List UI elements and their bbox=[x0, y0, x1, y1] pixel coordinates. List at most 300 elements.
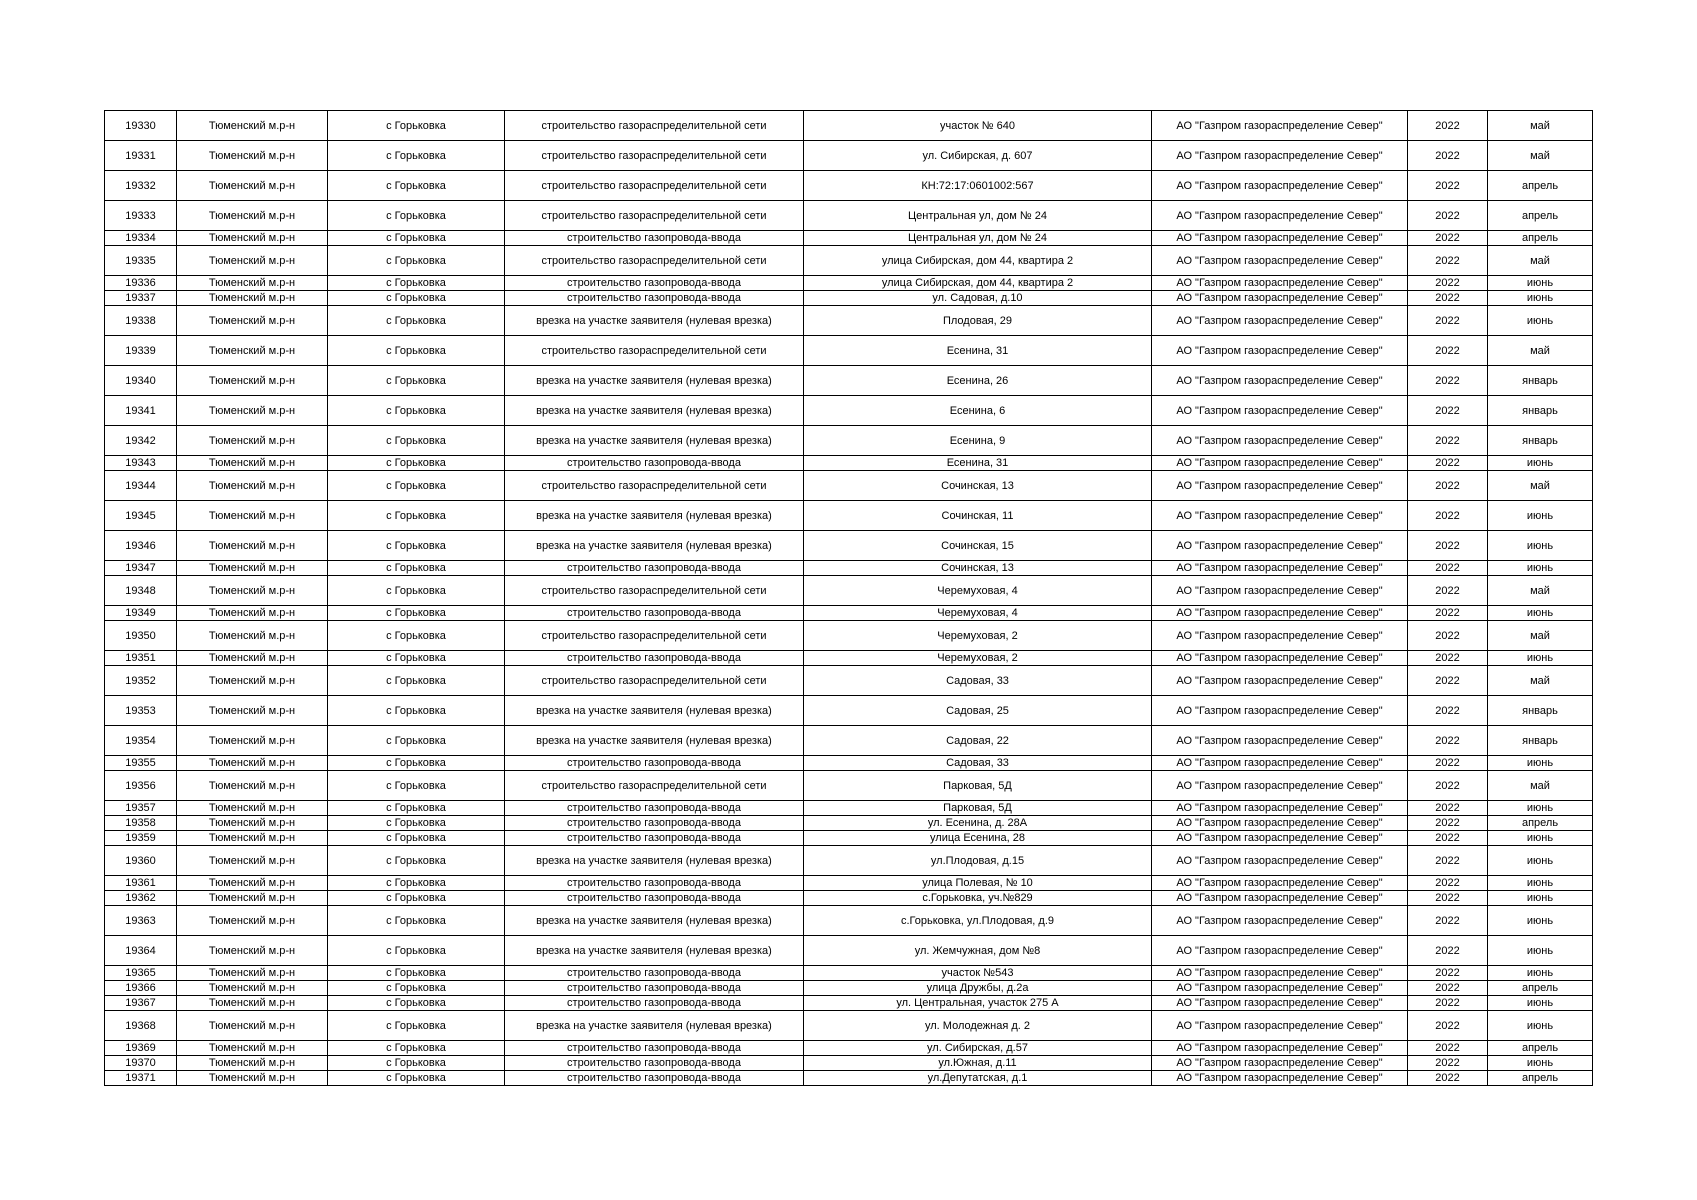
locality-cell: с Горьковка bbox=[328, 981, 505, 996]
organization-cell: АО "Газпром газораспределение Север" bbox=[1152, 831, 1408, 846]
work-type-cell: строительство газопровода-ввода bbox=[505, 561, 804, 576]
table-row bbox=[105, 336, 1593, 366]
work-type-cell: строительство газораспределительной сети bbox=[505, 771, 804, 801]
address-cell: Есенина, 9 bbox=[804, 426, 1152, 456]
work-type-cell: врезка на участке заявителя (нулевая врезка) bbox=[505, 846, 804, 876]
month-cell: апрель bbox=[1488, 231, 1593, 246]
organization-cell: АО "Газпром газораспределение Север" bbox=[1152, 1011, 1408, 1041]
locality-cell: с Горьковка bbox=[328, 576, 505, 606]
work-type-cell: строительство газораспределительной сети bbox=[505, 336, 804, 366]
work-type-cell: врезка на участке заявителя (нулевая врезка) bbox=[505, 366, 804, 396]
locality-cell: с Горьковка bbox=[328, 276, 505, 291]
organization-cell: АО "Газпром газораспределение Север" bbox=[1152, 816, 1408, 831]
locality-cell: с Горьковка bbox=[328, 111, 505, 141]
district-cell: Тюменский м.р-н bbox=[177, 141, 328, 171]
table-row bbox=[105, 891, 1593, 906]
work-type-cell: строительство газораспределительной сети bbox=[505, 246, 804, 276]
table-row bbox=[105, 666, 1593, 696]
locality-cell: с Горьковка bbox=[328, 306, 505, 336]
table-row bbox=[105, 396, 1593, 426]
work-type-cell: врезка на участке заявителя (нулевая врезка) bbox=[505, 426, 804, 456]
organization-cell: АО "Газпром газораспределение Север" bbox=[1152, 1041, 1408, 1056]
address-cell: Садовая, 25 bbox=[804, 696, 1152, 726]
organization-cell: АО "Газпром газораспределение Север" bbox=[1152, 576, 1408, 606]
work-type-cell: строительство газораспределительной сети bbox=[505, 201, 804, 231]
row-number-cell: 19343 bbox=[105, 456, 177, 471]
table-row bbox=[105, 306, 1593, 336]
year-cell: 2022 bbox=[1408, 576, 1488, 606]
address-cell: улица Сибирская, дом 44, квартира 2 bbox=[804, 276, 1152, 291]
table-row bbox=[105, 981, 1593, 996]
locality-cell: с Горьковка bbox=[328, 246, 505, 276]
month-cell: май bbox=[1488, 336, 1593, 366]
locality-cell: с Горьковка bbox=[328, 426, 505, 456]
year-cell: 2022 bbox=[1408, 1041, 1488, 1056]
year-cell: 2022 bbox=[1408, 936, 1488, 966]
table-row bbox=[105, 576, 1593, 606]
row-number-cell: 19339 bbox=[105, 336, 177, 366]
district-cell: Тюменский м.р-н bbox=[177, 696, 328, 726]
district-cell: Тюменский м.р-н bbox=[177, 831, 328, 846]
year-cell: 2022 bbox=[1408, 756, 1488, 771]
year-cell: 2022 bbox=[1408, 966, 1488, 981]
month-cell: апрель bbox=[1488, 981, 1593, 996]
locality-cell: с Горьковка bbox=[328, 906, 505, 936]
year-cell: 2022 bbox=[1408, 396, 1488, 426]
row-number-cell: 19364 bbox=[105, 936, 177, 966]
organization-cell: АО "Газпром газораспределение Север" bbox=[1152, 651, 1408, 666]
district-cell: Тюменский м.р-н bbox=[177, 1011, 328, 1041]
work-type-cell: врезка на участке заявителя (нулевая врезка) bbox=[505, 726, 804, 756]
address-cell: с.Горьковка, ул.Плодовая, д.9 bbox=[804, 906, 1152, 936]
work-type-cell: врезка на участке заявителя (нулевая врезка) bbox=[505, 396, 804, 426]
month-cell: апрель bbox=[1488, 816, 1593, 831]
district-cell: Тюменский м.р-н bbox=[177, 771, 328, 801]
table-row bbox=[105, 471, 1593, 501]
locality-cell: с Горьковка bbox=[328, 651, 505, 666]
work-type-cell: врезка на участке заявителя (нулевая врезка) bbox=[505, 306, 804, 336]
locality-cell: с Горьковка bbox=[328, 996, 505, 1011]
month-cell: май bbox=[1488, 246, 1593, 276]
row-number-cell: 19334 bbox=[105, 231, 177, 246]
row-number-cell: 19335 bbox=[105, 246, 177, 276]
locality-cell: с Горьковка bbox=[328, 336, 505, 366]
month-cell: апрель bbox=[1488, 1071, 1593, 1086]
organization-cell: АО "Газпром газораспределение Север" bbox=[1152, 471, 1408, 501]
row-number-cell: 19333 bbox=[105, 201, 177, 231]
table-row bbox=[105, 831, 1593, 846]
address-cell: Черемуховая, 2 bbox=[804, 651, 1152, 666]
organization-cell: АО "Газпром газораспределение Север" bbox=[1152, 306, 1408, 336]
year-cell: 2022 bbox=[1408, 426, 1488, 456]
address-cell: КН:72:17:0601002:567 bbox=[804, 171, 1152, 201]
locality-cell: с Горьковка bbox=[328, 771, 505, 801]
table-row bbox=[105, 1056, 1593, 1071]
month-cell: июнь bbox=[1488, 501, 1593, 531]
organization-cell: АО "Газпром газораспределение Север" bbox=[1152, 141, 1408, 171]
year-cell: 2022 bbox=[1408, 771, 1488, 801]
row-number-cell: 19349 bbox=[105, 606, 177, 621]
row-number-cell: 19345 bbox=[105, 501, 177, 531]
district-cell: Тюменский м.р-н bbox=[177, 666, 328, 696]
month-cell: январь bbox=[1488, 726, 1593, 756]
organization-cell: АО "Газпром газораспределение Север" bbox=[1152, 726, 1408, 756]
organization-cell: АО "Газпром газораспределение Север" bbox=[1152, 111, 1408, 141]
locality-cell: с Горьковка bbox=[328, 756, 505, 771]
address-cell: Черемуховая, 4 bbox=[804, 576, 1152, 606]
month-cell: июнь bbox=[1488, 846, 1593, 876]
address-cell: с.Горьковка, уч.№829 bbox=[804, 891, 1152, 906]
organization-cell: АО "Газпром газораспределение Север" bbox=[1152, 846, 1408, 876]
address-cell: Центральная ул, дом № 24 bbox=[804, 201, 1152, 231]
row-number-cell: 19365 bbox=[105, 966, 177, 981]
work-type-cell: строительство газораспределительной сети bbox=[505, 576, 804, 606]
district-cell: Тюменский м.р-н bbox=[177, 966, 328, 981]
year-cell: 2022 bbox=[1408, 876, 1488, 891]
row-number-cell: 19353 bbox=[105, 696, 177, 726]
address-cell: ул. Есенина, д. 28А bbox=[804, 816, 1152, 831]
district-cell: Тюменский м.р-н bbox=[177, 561, 328, 576]
row-number-cell: 19341 bbox=[105, 396, 177, 426]
year-cell: 2022 bbox=[1408, 621, 1488, 651]
district-cell: Тюменский м.р-н bbox=[177, 396, 328, 426]
row-number-cell: 19340 bbox=[105, 366, 177, 396]
year-cell: 2022 bbox=[1408, 171, 1488, 201]
table-row bbox=[105, 816, 1593, 831]
district-cell: Тюменский м.р-н bbox=[177, 651, 328, 666]
table-row bbox=[105, 876, 1593, 891]
month-cell: июнь bbox=[1488, 756, 1593, 771]
address-cell: ул.Плодовая, д.15 bbox=[804, 846, 1152, 876]
organization-cell: АО "Газпром газораспределение Север" bbox=[1152, 801, 1408, 816]
table-row bbox=[105, 141, 1593, 171]
table-row bbox=[105, 621, 1593, 651]
month-cell: июнь bbox=[1488, 876, 1593, 891]
year-cell: 2022 bbox=[1408, 276, 1488, 291]
year-cell: 2022 bbox=[1408, 816, 1488, 831]
work-type-cell: врезка на участке заявителя (нулевая врезка) bbox=[505, 936, 804, 966]
month-cell: июнь bbox=[1488, 996, 1593, 1011]
district-cell: Тюменский м.р-н bbox=[177, 1056, 328, 1071]
table-row bbox=[105, 996, 1593, 1011]
row-number-cell: 19330 bbox=[105, 111, 177, 141]
address-cell: ул. Сибирская, д. 607 bbox=[804, 141, 1152, 171]
address-cell: улица Сибирская, дом 44, квартира 2 bbox=[804, 246, 1152, 276]
row-number-cell: 19347 bbox=[105, 561, 177, 576]
table-row bbox=[105, 171, 1593, 201]
locality-cell: с Горьковка bbox=[328, 1041, 505, 1056]
row-number-cell: 19351 bbox=[105, 651, 177, 666]
district-cell: Тюменский м.р-н bbox=[177, 846, 328, 876]
row-number-cell: 19348 bbox=[105, 576, 177, 606]
table-row bbox=[105, 651, 1593, 666]
month-cell: июнь bbox=[1488, 291, 1593, 306]
organization-cell: АО "Газпром газораспределение Север" bbox=[1152, 231, 1408, 246]
address-cell: участок №543 bbox=[804, 966, 1152, 981]
district-cell: Тюменский м.р-н bbox=[177, 606, 328, 621]
organization-cell: АО "Газпром газораспределение Север" bbox=[1152, 561, 1408, 576]
work-type-cell: строительство газопровода-ввода bbox=[505, 1041, 804, 1056]
work-type-cell: строительство газопровода-ввода bbox=[505, 606, 804, 621]
row-number-cell: 19366 bbox=[105, 981, 177, 996]
year-cell: 2022 bbox=[1408, 366, 1488, 396]
table-row bbox=[105, 456, 1593, 471]
locality-cell: с Горьковка bbox=[328, 831, 505, 846]
organization-cell: АО "Газпром газораспределение Север" bbox=[1152, 936, 1408, 966]
district-cell: Тюменский м.р-н bbox=[177, 111, 328, 141]
table-row bbox=[105, 366, 1593, 396]
district-cell: Тюменский м.р-н bbox=[177, 936, 328, 966]
month-cell: июнь bbox=[1488, 651, 1593, 666]
address-cell: ул. Садовая, д.10 bbox=[804, 291, 1152, 306]
organization-cell: АО "Газпром газораспределение Север" bbox=[1152, 396, 1408, 426]
district-cell: Тюменский м.р-н bbox=[177, 726, 328, 756]
year-cell: 2022 bbox=[1408, 981, 1488, 996]
organization-cell: АО "Газпром газораспределение Север" bbox=[1152, 246, 1408, 276]
row-number-cell: 19346 bbox=[105, 531, 177, 561]
table-row bbox=[105, 801, 1593, 816]
locality-cell: с Горьковка bbox=[328, 606, 505, 621]
address-cell: ул.Депутатская, д.1 bbox=[804, 1071, 1152, 1086]
month-cell: апрель bbox=[1488, 1041, 1593, 1056]
year-cell: 2022 bbox=[1408, 891, 1488, 906]
organization-cell: АО "Газпром газораспределение Север" bbox=[1152, 501, 1408, 531]
work-type-cell: врезка на участке заявителя (нулевая врезка) bbox=[505, 696, 804, 726]
row-number-cell: 19367 bbox=[105, 996, 177, 1011]
year-cell: 2022 bbox=[1408, 606, 1488, 621]
locality-cell: с Горьковка bbox=[328, 1011, 505, 1041]
district-cell: Тюменский м.р-н bbox=[177, 906, 328, 936]
year-cell: 2022 bbox=[1408, 726, 1488, 756]
year-cell: 2022 bbox=[1408, 246, 1488, 276]
row-number-cell: 19352 bbox=[105, 666, 177, 696]
row-number-cell: 19361 bbox=[105, 876, 177, 891]
organization-cell: АО "Газпром газораспределение Север" bbox=[1152, 201, 1408, 231]
organization-cell: АО "Газпром газораспределение Север" bbox=[1152, 171, 1408, 201]
table-row bbox=[105, 771, 1593, 801]
locality-cell: с Горьковка bbox=[328, 1056, 505, 1071]
table-row bbox=[105, 501, 1593, 531]
year-cell: 2022 bbox=[1408, 531, 1488, 561]
address-cell: ул. Центральная, участок 275 А bbox=[804, 996, 1152, 1011]
table-row bbox=[105, 201, 1593, 231]
district-cell: Тюменский м.р-н bbox=[177, 981, 328, 996]
locality-cell: с Горьковка bbox=[328, 666, 505, 696]
work-type-cell: строительство газопровода-ввода bbox=[505, 801, 804, 816]
table-row bbox=[105, 936, 1593, 966]
locality-cell: с Горьковка bbox=[328, 501, 505, 531]
row-number-cell: 19359 bbox=[105, 831, 177, 846]
district-cell: Тюменский м.р-н bbox=[177, 471, 328, 501]
address-cell: Садовая, 33 bbox=[804, 666, 1152, 696]
district-cell: Тюменский м.р-н bbox=[177, 231, 328, 246]
organization-cell: АО "Газпром газораспределение Север" bbox=[1152, 1071, 1408, 1086]
address-cell: участок № 640 bbox=[804, 111, 1152, 141]
organization-cell: АО "Газпром газораспределение Север" bbox=[1152, 621, 1408, 651]
work-type-cell: строительство газопровода-ввода bbox=[505, 966, 804, 981]
work-type-cell: врезка на участке заявителя (нулевая врезка) bbox=[505, 906, 804, 936]
month-cell: июнь bbox=[1488, 1011, 1593, 1041]
locality-cell: с Горьковка bbox=[328, 561, 505, 576]
year-cell: 2022 bbox=[1408, 1011, 1488, 1041]
work-type-cell: строительство газопровода-ввода bbox=[505, 996, 804, 1011]
year-cell: 2022 bbox=[1408, 471, 1488, 501]
district-cell: Тюменский м.р-н bbox=[177, 336, 328, 366]
organization-cell: АО "Газпром газораспределение Север" bbox=[1152, 696, 1408, 726]
address-cell: Садовая, 22 bbox=[804, 726, 1152, 756]
work-type-cell: врезка на участке заявителя (нулевая врезка) bbox=[505, 1011, 804, 1041]
month-cell: июнь bbox=[1488, 801, 1593, 816]
year-cell: 2022 bbox=[1408, 801, 1488, 816]
month-cell: июнь bbox=[1488, 831, 1593, 846]
address-cell: Парковая, 5Д bbox=[804, 771, 1152, 801]
month-cell: май bbox=[1488, 471, 1593, 501]
month-cell: июнь bbox=[1488, 531, 1593, 561]
district-cell: Тюменский м.р-н bbox=[177, 816, 328, 831]
district-cell: Тюменский м.р-н bbox=[177, 801, 328, 816]
district-cell: Тюменский м.р-н bbox=[177, 171, 328, 201]
year-cell: 2022 bbox=[1408, 846, 1488, 876]
organization-cell: АО "Газпром газораспределение Север" bbox=[1152, 996, 1408, 1011]
organization-cell: АО "Газпром газораспределение Север" bbox=[1152, 291, 1408, 306]
locality-cell: с Горьковка bbox=[328, 231, 505, 246]
work-type-cell: строительство газопровода-ввода bbox=[505, 756, 804, 771]
month-cell: май bbox=[1488, 141, 1593, 171]
district-cell: Тюменский м.р-н bbox=[177, 306, 328, 336]
year-cell: 2022 bbox=[1408, 111, 1488, 141]
table-row bbox=[105, 246, 1593, 276]
work-type-cell: врезка на участке заявителя (нулевая врезка) bbox=[505, 531, 804, 561]
year-cell: 2022 bbox=[1408, 231, 1488, 246]
year-cell: 2022 bbox=[1408, 291, 1488, 306]
table-row bbox=[105, 561, 1593, 576]
year-cell: 2022 bbox=[1408, 561, 1488, 576]
work-type-cell: строительство газопровода-ввода bbox=[505, 291, 804, 306]
address-cell: улица Есенина, 28 bbox=[804, 831, 1152, 846]
organization-cell: АО "Газпром газораспределение Север" bbox=[1152, 981, 1408, 996]
table-row bbox=[105, 906, 1593, 936]
address-cell: Центральная ул, дом № 24 bbox=[804, 231, 1152, 246]
year-cell: 2022 bbox=[1408, 996, 1488, 1011]
organization-cell: АО "Газпром газораспределение Север" bbox=[1152, 666, 1408, 696]
address-cell: Парковая, 5Д bbox=[804, 801, 1152, 816]
organization-cell: АО "Газпром газораспределение Север" bbox=[1152, 756, 1408, 771]
address-cell: ул. Сибирская, д.57 bbox=[804, 1041, 1152, 1056]
month-cell: май bbox=[1488, 621, 1593, 651]
locality-cell: с Горьковка bbox=[328, 471, 505, 501]
month-cell: январь bbox=[1488, 366, 1593, 396]
row-number-cell: 19370 bbox=[105, 1056, 177, 1071]
work-type-cell: врезка на участке заявителя (нулевая врезка) bbox=[505, 501, 804, 531]
row-number-cell: 19369 bbox=[105, 1041, 177, 1056]
locality-cell: с Горьковка bbox=[328, 456, 505, 471]
district-cell: Тюменский м.р-н bbox=[177, 531, 328, 561]
gas-connection-table bbox=[104, 110, 1593, 1086]
row-number-cell: 19338 bbox=[105, 306, 177, 336]
month-cell: январь bbox=[1488, 426, 1593, 456]
month-cell: июнь bbox=[1488, 606, 1593, 621]
year-cell: 2022 bbox=[1408, 501, 1488, 531]
organization-cell: АО "Газпром газораспределение Север" bbox=[1152, 906, 1408, 936]
row-number-cell: 19363 bbox=[105, 906, 177, 936]
address-cell: Плодовая, 29 bbox=[804, 306, 1152, 336]
year-cell: 2022 bbox=[1408, 456, 1488, 471]
work-type-cell: строительство газопровода-ввода bbox=[505, 651, 804, 666]
month-cell: май bbox=[1488, 576, 1593, 606]
month-cell: май bbox=[1488, 666, 1593, 696]
month-cell: июнь bbox=[1488, 936, 1593, 966]
month-cell: январь bbox=[1488, 696, 1593, 726]
year-cell: 2022 bbox=[1408, 831, 1488, 846]
month-cell: июнь bbox=[1488, 306, 1593, 336]
district-cell: Тюменский м.р-н bbox=[177, 576, 328, 606]
district-cell: Тюменский м.р-н bbox=[177, 246, 328, 276]
locality-cell: с Горьковка bbox=[328, 1071, 505, 1086]
district-cell: Тюменский м.р-н bbox=[177, 456, 328, 471]
address-cell: Черемуховая, 4 bbox=[804, 606, 1152, 621]
table-row bbox=[105, 696, 1593, 726]
address-cell: улица Дружбы, д.2а bbox=[804, 981, 1152, 996]
organization-cell: АО "Газпром газораспределение Север" bbox=[1152, 891, 1408, 906]
work-type-cell: строительство газопровода-ввода bbox=[505, 231, 804, 246]
address-cell: Есенина, 31 bbox=[804, 336, 1152, 366]
organization-cell: АО "Газпром газораспределение Север" bbox=[1152, 426, 1408, 456]
row-number-cell: 19344 bbox=[105, 471, 177, 501]
month-cell: июнь bbox=[1488, 456, 1593, 471]
table-row bbox=[105, 291, 1593, 306]
address-cell: Сочинская, 15 bbox=[804, 531, 1152, 561]
address-cell: Сочинская, 13 bbox=[804, 471, 1152, 501]
district-cell: Тюменский м.р-н bbox=[177, 291, 328, 306]
organization-cell: АО "Газпром газораспределение Север" bbox=[1152, 966, 1408, 981]
month-cell: январь bbox=[1488, 396, 1593, 426]
organization-cell: АО "Газпром газораспределение Север" bbox=[1152, 531, 1408, 561]
work-type-cell: строительство газопровода-ввода bbox=[505, 831, 804, 846]
address-cell: Сочинская, 13 bbox=[804, 561, 1152, 576]
organization-cell: АО "Газпром газораспределение Север" bbox=[1152, 366, 1408, 396]
address-cell: Есенина, 31 bbox=[804, 456, 1152, 471]
row-number-cell: 19350 bbox=[105, 621, 177, 651]
month-cell: июнь bbox=[1488, 906, 1593, 936]
table-row bbox=[105, 846, 1593, 876]
work-type-cell: строительство газопровода-ввода bbox=[505, 891, 804, 906]
work-type-cell: строительство газораспределительной сети bbox=[505, 666, 804, 696]
district-cell: Тюменский м.р-н bbox=[177, 201, 328, 231]
row-number-cell: 19360 bbox=[105, 846, 177, 876]
row-number-cell: 19337 bbox=[105, 291, 177, 306]
organization-cell: АО "Газпром газораспределение Север" bbox=[1152, 276, 1408, 291]
locality-cell: с Горьковка bbox=[328, 291, 505, 306]
locality-cell: с Горьковка bbox=[328, 621, 505, 651]
locality-cell: с Горьковка bbox=[328, 396, 505, 426]
month-cell: апрель bbox=[1488, 201, 1593, 231]
year-cell: 2022 bbox=[1408, 1071, 1488, 1086]
district-cell: Тюменский м.р-н bbox=[177, 426, 328, 456]
address-cell: ул. Молодежная д. 2 bbox=[804, 1011, 1152, 1041]
row-number-cell: 19355 bbox=[105, 756, 177, 771]
table-row bbox=[105, 1041, 1593, 1056]
locality-cell: с Горьковка bbox=[328, 366, 505, 396]
year-cell: 2022 bbox=[1408, 141, 1488, 171]
district-cell: Тюменский м.р-н bbox=[177, 621, 328, 651]
work-type-cell: строительство газопровода-ввода bbox=[505, 981, 804, 996]
district-cell: Тюменский м.р-н bbox=[177, 276, 328, 291]
month-cell: июнь bbox=[1488, 891, 1593, 906]
work-type-cell: строительство газораспределительной сети bbox=[505, 471, 804, 501]
organization-cell: АО "Газпром газораспределение Север" bbox=[1152, 456, 1408, 471]
table-row bbox=[105, 276, 1593, 291]
table-row bbox=[105, 531, 1593, 561]
